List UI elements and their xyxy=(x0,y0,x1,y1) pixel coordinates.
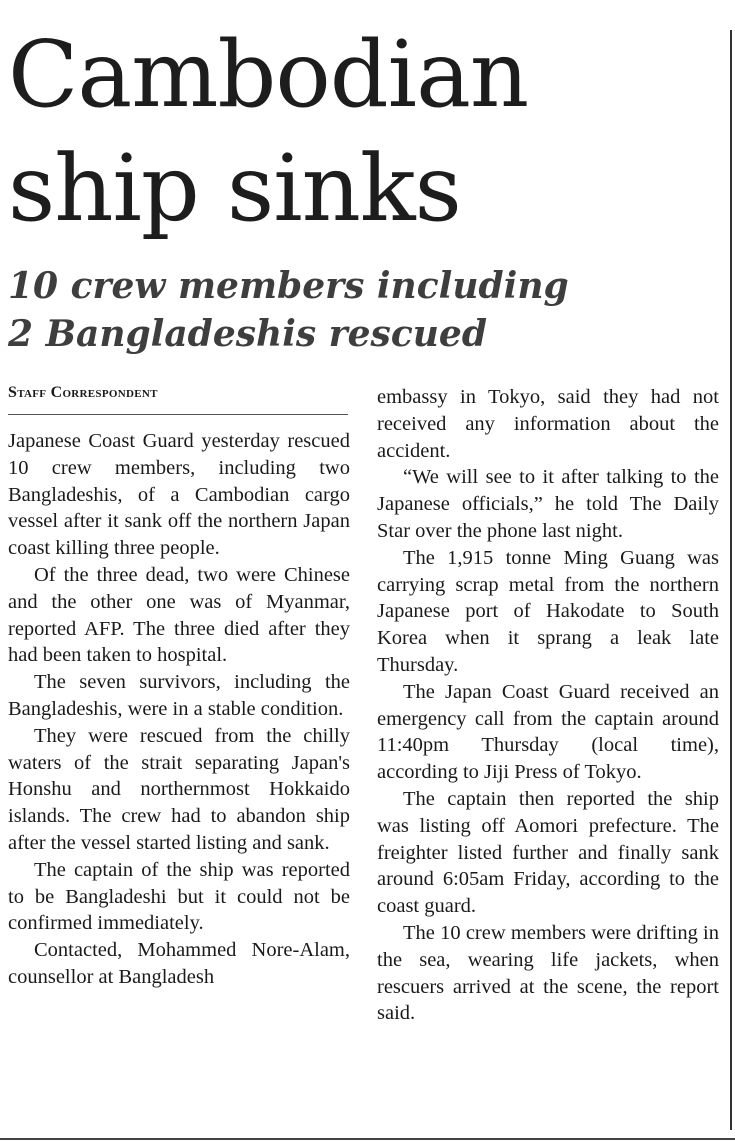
byline-divider xyxy=(8,414,348,415)
clipping-edge-rule xyxy=(730,30,732,1130)
paragraph: Contacted, Mohammed Nore-Alam, counsellor at Bangladesh xyxy=(8,939,350,988)
headline xyxy=(8,18,528,246)
paragraph: “We will see to it after talking to the Japanese officials,” he told The Daily Star over the phone last night. xyxy=(377,466,719,542)
bottom-divider xyxy=(0,1138,735,1140)
headline-line-2: ship sinks xyxy=(8,135,461,242)
headline-line-1: Cambodian xyxy=(8,21,529,128)
paragraph: The 10 crew members were drifting in the sea, wearing life jackets, when rescuers arrived at the scene, the report said. xyxy=(377,921,719,1025)
paragraph: They were rescued from the chilly waters of the strait separating Japan's Honshu and northernmost Hokkaido islands. The crew had to abandon ship after the vessel started listing and sank. xyxy=(8,724,350,854)
paragraph: The captain of the ship was reported to be Bangladeshi but it could not be confirmed immediately. xyxy=(8,858,350,935)
article-column-right xyxy=(377,384,719,1027)
paragraph: Japanese Coast Guard yesterday rescued 10 crew members, including two Bangladeshis, of a Cambodian cargo vessel after it sank off the northern Japan coast killing three people. xyxy=(8,430,350,560)
subheadline-line-1: 10 crew members including xyxy=(8,265,569,307)
paragraph: The Japan Coast Guard received an emergency call from the captain around 11:40pm Thursday (local time), according to Jiji Press of Tokyo. xyxy=(377,680,719,784)
paragraph: The 1,915 tonne Ming Guang was carrying scrap metal from the northern Japanese port of Hakodate to South Korea when it sprang a leak late Thursday. xyxy=(377,546,719,676)
subheadline-line-2: 2 Bangladeshis rescued xyxy=(8,313,487,355)
byline: Staff Correspondent xyxy=(8,384,158,401)
subheadline xyxy=(8,262,569,358)
paragraph: Of the three dead, two were Chinese and the other one was of Myanmar, reported AFP. The three died after they had been taken to hospital. xyxy=(8,563,350,667)
paragraph: embassy in Tokyo, said they had not received any information about the accident. xyxy=(377,386,719,462)
paragraph: The captain then reported the ship was listing off Aomori prefecture. The freighter listed further and finally sank around 6:05am Friday, according to the coast guard. xyxy=(377,787,719,918)
article-column-left xyxy=(8,428,350,991)
paragraph: The seven survivors, including the Bangladeshis, were in a stable condition. xyxy=(8,671,350,720)
